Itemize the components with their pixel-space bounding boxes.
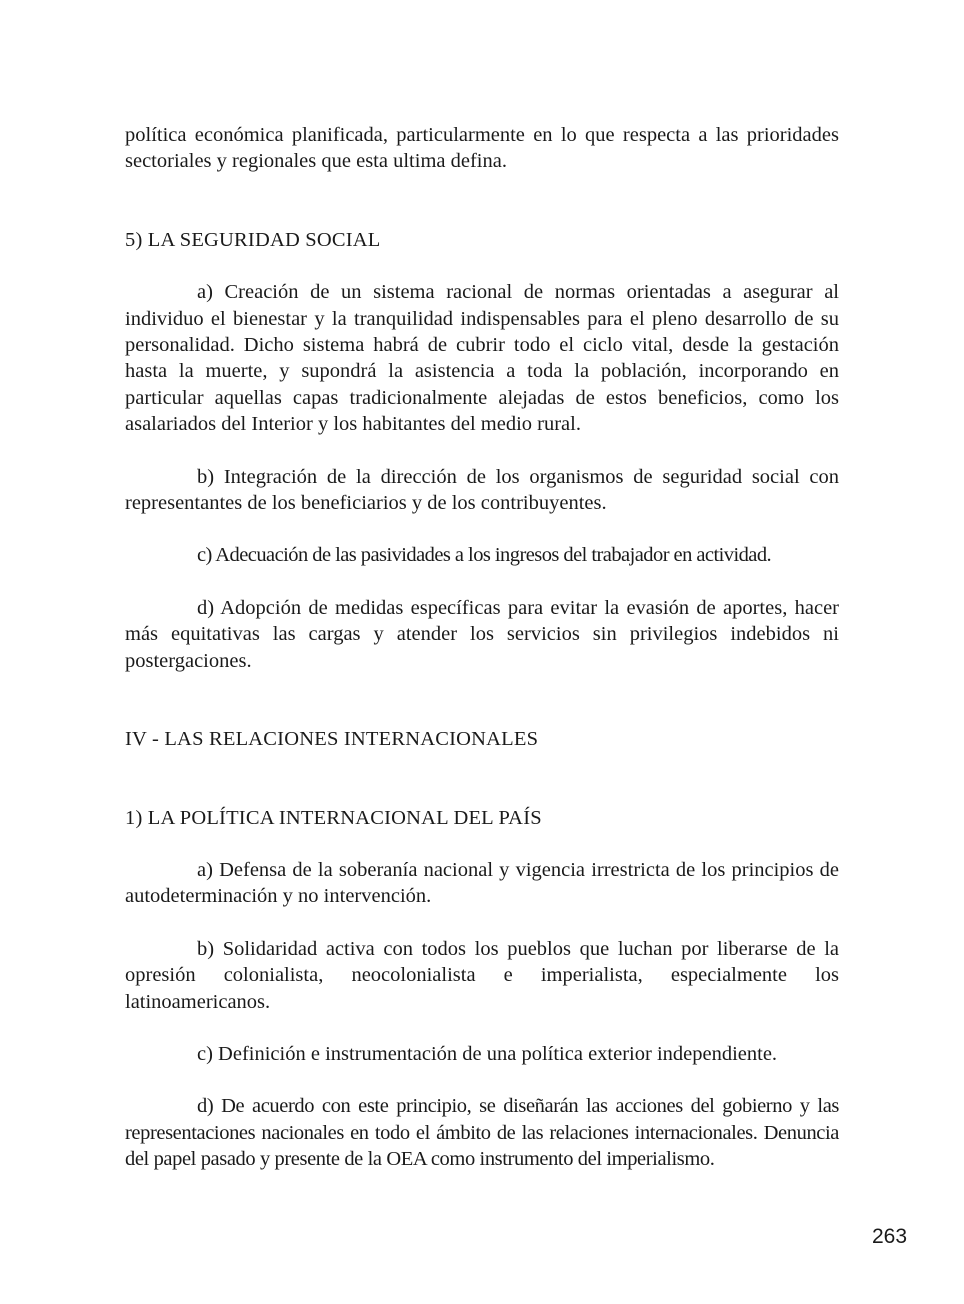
paragraph-5b: b) Integración de la dirección de los organismos de seguridad social con representantes de los beneficiarios y de los contribuyentes.	[125, 465, 839, 515]
paragraph-1b: b) Solidaridad activa con todos los pueblos que luchan por liberarse de la opresión colonialista, neocolonialista e imperialista, especialmente los latinoamericanos.	[125, 937, 839, 1013]
paragraph-1d: d) De acuerdo con este principio, se diseñarán las acciones del gobierno y las representaciones nacionales en todo el ámbito de las relaciones internacionales. Denuncia del papel pasado y presente de la OEA como instrumento del imperialismo.	[125, 1095, 839, 1171]
paragraph-1a: a) Defensa de la soberanía nacional y vigencia irrestricta de los principios de autodeterminación y no intervención.	[125, 858, 839, 908]
page-number: 263	[872, 1225, 908, 1248]
paragraph-1c: c) Definición e instrumentación de una política exterior independiente.	[197, 1042, 778, 1065]
paragraph-5a: a) Creación de un sistema racional de normas orientadas a asegurar al individuo el bienestar y la tranquilidad indispensables para el pleno desarrollo de su personalidad. Dicho sistema habrá de cubrir todo el ciclo vital, desde la gestación hasta la muerte, y supondrá la asistencia a toda la población, incorporando en particular aquellas capas tradicionalmente alejadas de estos beneficios, como los asalariados del Interior y los habitantes del medio rural.	[125, 281, 839, 436]
document-page	[125, 122, 839, 1173]
section-heading-politica-internacional: 1) LA POLÍTICA INTERNACIONAL DEL PAÍS	[125, 806, 542, 829]
paragraph-5c: c) Adecuación de las pasividades a los ingresos del trabajador en actividad.	[197, 544, 772, 567]
section-heading-seguridad-social: 5) LA SEGURIDAD SOCIAL	[125, 228, 381, 251]
intro-paragraph: política económica planificada, particularmente en lo que respecta a las prioridades sectoriales y regionales que esta ultima defina.	[125, 124, 839, 173]
chapter-heading-relaciones-internacionales: IV - LAS RELACIONES INTERNACIONALES	[125, 728, 539, 751]
paragraph-5d: d) Adopción de medidas específicas para evitar la evasión de aportes, hacer más equitativas las cargas y atender los servicios sin privilegios indebidos ni postergaciones.	[125, 596, 839, 672]
